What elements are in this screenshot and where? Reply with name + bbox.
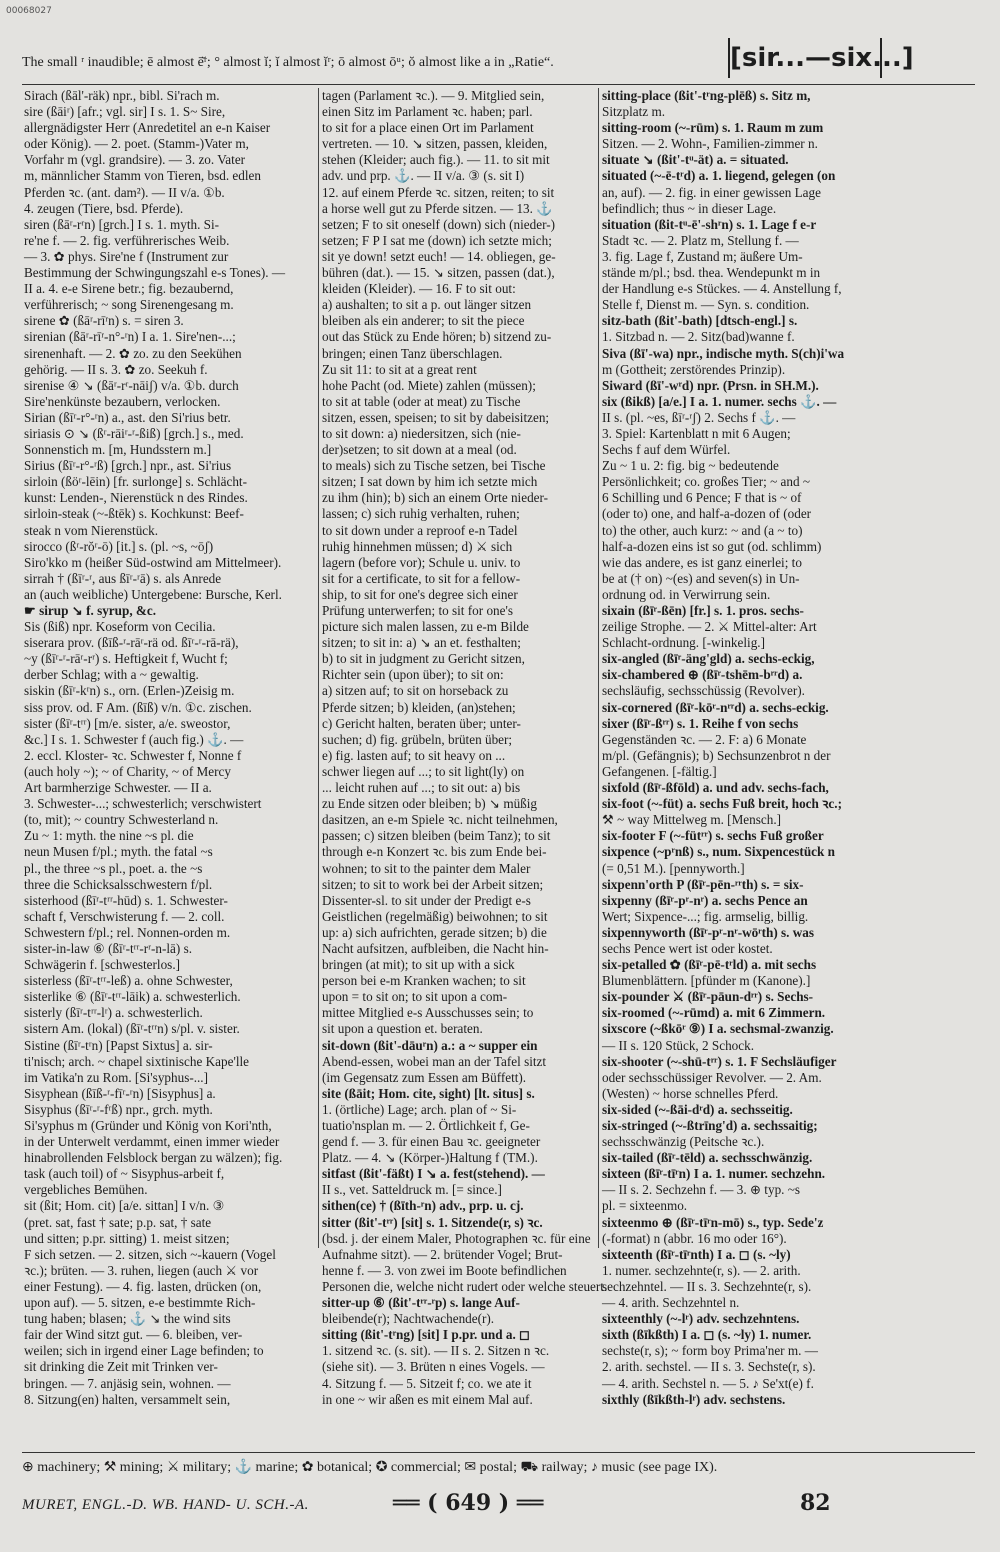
entry-text-line: Zu ~ 1: myth. the nine ~s pl. die: [24, 828, 194, 844]
entry-text-line: 2. arith. sechstel. — II s. 3. Sechste(r, s).: [602, 1359, 816, 1375]
entry-text-line: hohe Pacht (od. Miete) zahlen (müssen);: [322, 377, 536, 393]
entry-text-line: einer Festung). — 4. fig. lasten, drücken (on,: [24, 1278, 262, 1294]
entry-text-line: 1. sitzend ꝛc. (s. sit). — II s. 2. Sitzen n ꝛc.: [322, 1343, 550, 1359]
entry-text-line: im Vatika'n zu Rom. [Si'syphus-...]: [24, 1069, 208, 1085]
entry-text-line: der Handlung e-s Stückes. — 4. Anstellung f,: [602, 281, 842, 297]
entry-headword-line: sixpenn'orth P (ßīʳ-pēn-ʳʳth) s. = six-: [602, 876, 804, 892]
entry-text-line: Aufnahme sitzt). — 2. brütender Vogel; Brut-: [322, 1246, 563, 1262]
entry-headword-line: six-pounder ⚔ (ßīʳ-pāun-dʳʳ) s. Sechs-: [602, 989, 814, 1005]
entry-text-line: — II s. 2. Sechzehn f. — 3. ⊕ typ. ~s: [602, 1182, 801, 1198]
entry-text-line: (im Gegensatz zum Essen am Büffett).: [322, 1069, 527, 1085]
entry-text-line: through e-n Konzert ꝛc. bis zum Ende bei-: [322, 844, 547, 860]
entry-text-line: sirene ✿ (ßāʳ-rīʳn) s. = siren 3.: [24, 313, 184, 329]
entry-text-line: sisterhood (ßīʳ-tʳʳ-hūd) s. 1. Schwester-: [24, 892, 228, 908]
entry-text-line: oder sechsschüssiger Revolver. — 2. Am.: [602, 1069, 822, 1085]
entry-text-line: 8. Sitzung(en) halten, versammelt sein,: [24, 1391, 231, 1407]
entry-text-line: henne f. — 3. von zwei im Boote befindlichen: [322, 1262, 567, 1278]
entry-headword-line: ☛ sirup ↘ f. syrup, &c.: [24, 603, 157, 618]
entry-text-line: (to, mit); ~ country Schwesterland n.: [24, 812, 219, 828]
entry-text-line: — II s. 120 Stück, 2 Schock.: [602, 1037, 755, 1053]
entry-text-line: Schwägerin f. [schwesterlos.]: [24, 957, 181, 973]
entry-text-line: sechsschwänzig (Peitsche ꝛc.).: [602, 1134, 765, 1150]
entry-text-line: sechste(r, s); ~ form boy Prima'ner m. —: [602, 1343, 818, 1359]
entry-text-line: Sistine (ßīʳ-tʳn) [Papst Sixtus] a. sir-: [24, 1037, 213, 1053]
entry-text-line: sit (ßit; Hom. cit) [a/e. sittan] I v/n. ③: [24, 1198, 225, 1214]
entry-text-line: sirloin (ßöʳ-lēin) [fr. surlonge] s. Schlächt-: [24, 474, 247, 490]
entry-text-line: re'ne f. — 2. fig. verführerisches Weib.: [24, 232, 230, 248]
entry-text-line: (= 0,51 M.). [pennyworth.]: [602, 860, 745, 876]
entry-text-line: m, männlicher Stamm von Tieren, bsd. edlen: [24, 168, 261, 184]
entry-text-line: Pferde sitzen; b) kleiden, (an)stehen;: [322, 699, 516, 715]
entry-text-line: lassen; c) sich ruhig verhalten, ruhen;: [322, 506, 520, 522]
entry-headword-line: six-stringed (~-ßtrīng'd) a. sechssaitig;: [602, 1118, 818, 1133]
entry-text-line: 1. numer. sechzehnte(r, s). — 2. arith.: [602, 1262, 801, 1278]
entry-headword-line: sitter (ßit'-tʳʳ) [sit] s. 1. Sitzende(r, s) ꝛc.: [322, 1214, 543, 1230]
entry-text-line: ⚒ ~ way Mittelweg m. [Mensch.]: [602, 812, 782, 828]
entry-text-line: schaft f, Verschwisterung f. — 2. coll.: [24, 908, 225, 924]
entry-text-line: Schlacht-ordnung. [-winkelig.]: [602, 635, 765, 651]
entry-text-line: m (Gottheit; zerstörendes Prinzip).: [602, 361, 786, 377]
entry-text-line: 4. Sitzung f. — 5. Sitzeit f; co. we ate it: [322, 1375, 532, 1391]
entry-text-line: 3. fig. Lage f, Zustand m; äußere Um-: [602, 248, 803, 264]
entry-text-line: schwer liegen auf ...; to sit light(ly) on: [322, 763, 525, 779]
entry-text-line: F sich setzen. — 2. sitzen, sich ~-kauern (Vogel: [24, 1246, 276, 1262]
entry-headword-line: sitting (ßit'-tʳng) [sit] I p.pr. und a. ◻: [322, 1327, 530, 1343]
entry-text-line: oder König). — 2. poet. (Stamm-)Vater m,: [24, 136, 249, 152]
entry-text-line: sit ye down! setzt euch! — 14. obliegen, ge-: [322, 248, 556, 264]
entry-headword-line: sixteenth (ßīʳ-tīʳnth) I a. ◻ (s. ~ly): [602, 1246, 791, 1262]
entry-headword-line: sitz-bath (ßit'-bath) [dtsch-engl.] s.: [602, 313, 798, 329]
entry-text-line: bringen (at mit); to sit up with a sick: [322, 957, 515, 973]
entry-text-line: Platz. — 4. ↘ (Körper-)Haltung f (TM.).: [322, 1150, 538, 1166]
entry-text-line: passen; c) sitzen bleiben (beim Tanz); to sit: [322, 828, 551, 844]
entry-text-line: Geistlichen (regelmäßig) beiwohnen; to sit: [322, 908, 548, 924]
entry-text-line: picture sich malen lassen, zu e-m Bilde: [322, 619, 529, 635]
entry-text-line: Zu ~ 1 u. 2: fig. big ~ bedeutende: [602, 458, 779, 474]
entry-headword-line: six-chambered ⊕ (ßīʳ-tshēm-bʳʳd) a.: [602, 667, 803, 683]
entry-text-line: vertreten. — 10. ↘ sitzen, passen, kleiden,: [322, 136, 548, 152]
entry-text-line: an (auch weibliche) Untergebene: Bursche, Kerl.: [24, 586, 282, 602]
entry-text-line: Sirach (ßāl'-räk) npr., bibl. Si'rach m.: [24, 88, 220, 103]
entry-text-line: neun Musen f/pl.; myth. the fatal ~s: [24, 844, 213, 860]
entry-text-line: Si'syphus m (Gründer und König von Kori'nth,: [24, 1118, 272, 1133]
entry-headword-line: six-sided (~-ßāi-dʳd) a. sechsseitig.: [602, 1101, 793, 1117]
entry-headword-line: Siva (ßī'-wa) npr., indische myth. S(ch)i'wa: [602, 345, 845, 361]
entry-text-line: weilen; sich in irgend einer Lage befinden; to: [24, 1343, 264, 1359]
entry-text-line: Sechs f auf dem Würfel.: [602, 442, 731, 458]
entry-text-line: &c.] I s. 1. Schwester f (auch fig.) ⚓. —: [24, 731, 244, 747]
entry-text-line: verführerisch; ~ song Sirenengesang m.: [24, 297, 234, 313]
entry-text-line: fair der Wind sitzt gut. — 6. bleiben, ver-: [24, 1327, 243, 1343]
column-divider: [598, 88, 599, 1248]
entry-text-line: Dissenter-sl. to sit under der Predigt e-s: [322, 892, 531, 908]
entry-text-line: to sit down: a) niedersitzen, sich (nie-: [322, 425, 521, 441]
entry-text-line: einen Sitz im Parlament ꝛc. haben; parl.: [322, 104, 533, 120]
entry-text-line: — 4. arith. Sechstel n. — 5. ♪ Se'xt(e) f.: [602, 1375, 814, 1391]
entry-text-line: siriasis ⊙ ↘ (ßʳ-rāiʳ-ʳ-ßiß) [grch.] s., med.: [24, 425, 244, 441]
page-number: 82: [800, 1490, 831, 1516]
entry-text-line: wohnen; to sit to the painter dem Maler: [322, 860, 531, 876]
header-rule: [22, 84, 975, 85]
entry-text-line: allergnädigster Herr (Anredetitel an e-n Kaiser: [24, 120, 271, 136]
scan-id: 00068027: [6, 6, 52, 16]
entry-text-line: an, auf). — 2. fig. in einer gewissen Lage: [602, 184, 821, 200]
entry-text-line: zu Ende sitzen oder bleiben; b) ↘ müßig: [322, 796, 538, 812]
entry-text-line: II a. 4. e-e Sirene betr.; fig. bezaubernd,: [24, 281, 234, 297]
entry-text-line: Stelle f, Dienst m. — Syn. s. condition.: [602, 297, 810, 313]
entry-text-line: sistern Am. (lokal) (ßīʳ-tʳʳn) s/pl. v. sister.: [24, 1021, 240, 1037]
entry-text-line: pl. = sixteenmo.: [602, 1198, 688, 1214]
entry-text-line: bringen; einen Tanz überschlagen.: [322, 345, 503, 361]
entry-text-line: Abend-essen, wobei man an der Tafel sitzt: [322, 1053, 547, 1069]
entry-text-line: ruhig hinnehmen müssen; d) ⚔ sich: [322, 538, 513, 554]
entry-text-line: three die Schicksalsschwestern f/pl.: [24, 876, 213, 892]
entry-text-line: a) aushalten; to sit a p. out länger sitzen: [322, 297, 532, 313]
entry-text-line: sirrah † (ßīʳ-ʳ, aus ßīʳ-ʳā) s. als Anrede: [24, 570, 222, 586]
entry-text-line: bleiben als ein anderer; to sit the piece: [322, 313, 525, 329]
entry-headword-line: situation (ßit-tᵘ-ē'-shʳn) s. 1. Lage f e-r: [602, 216, 817, 232]
entry-headword-line: sitter-up ⑥ (ßit'-tʳʳ-ʳp) s. lange Auf-: [322, 1295, 520, 1311]
entry-text-line: 12. auf einem Pferde ꝛc. sitzen, reiten; to sit: [322, 184, 555, 200]
entry-text-line: II s. (pl. ~es, ßīʳ-ʳʃ) 2. Sechs f ⚓. —: [602, 409, 796, 425]
entry-text-line: 1. Sitzbad n. — 2. Sitz(bad)wanne f.: [602, 329, 795, 345]
entry-text-line: (pret. sat, fast † sate; p.p. sat, † sate: [24, 1214, 212, 1230]
pronunciation-key: The small ʳ inaudible; ē almost ē̆ʳ; ° almost ĭ; ĭ almost ĭʳ; ō almost ōᵘ; ŏ almost like a in „Ratie“.: [22, 55, 554, 70]
entry-headword-line: sithen(ce) † (ßīth-ʳn) adv., prp. u. cj.: [322, 1198, 524, 1214]
entry-text-line: ... leicht ruhen auf ...; to sit out: a) bis: [322, 780, 521, 796]
entry-text-line: to sit at table (oder at meat) zu Tische: [322, 393, 521, 409]
entry-text-line: to) the other, auch kurz: ~ and (a ~ to): [602, 522, 803, 538]
entry-text-line: to sit down under a reproof e-n Tadel: [322, 522, 518, 538]
entry-headword-line: sixteenmo ⊕ (ßīʳ-tīʳn-mō) s., typ. Sede'z: [602, 1214, 824, 1230]
entry-text-line: dasitzen, an e-m Spiele ꝛc. nicht teilnehmen,: [322, 812, 558, 828]
entry-text-line: Prüfung unterwerfen; to sit for one's: [322, 603, 513, 618]
entry-text-line: in one ~ wir aßen es mit einem Mal auf.: [322, 1391, 533, 1407]
entry-headword-line: six (ßikß) [a/e.] I a. 1. numer. sechs ⚓. —: [602, 393, 837, 409]
entry-text-line: e) fig. lasten auf; to sit heavy on ...: [322, 747, 506, 763]
entry-text-line: tagen (Parlament ꝛc.). — 9. Mitglied sein,: [322, 88, 545, 103]
entry-text-line: siss prov. od. F Am. (ßīß) v/n. ①c. zischen.: [24, 699, 252, 715]
entry-text-line: sechsläufig, sechsschüssig (Revolver).: [602, 683, 805, 699]
entry-headword-line: sixteen (ßīʳ-tīʳn) I a. 1. numer. sechzehn.: [602, 1166, 826, 1182]
entry-headword-line: six-shooter (~-shū-tʳʳ) s. 1. F Sechsläufiger: [602, 1053, 837, 1069]
entry-headword-line: six-tailed (ßīʳ-tēld) a. sechsschwänzig.: [602, 1150, 813, 1166]
entry-text-line: bleibende(r); Nachtwachende(r).: [322, 1311, 495, 1327]
entry-headword-line: situated (~-ē-tʳd) a. 1. liegend, gelegen (on: [602, 168, 836, 184]
entry-text-line: (siehe sit). — 3. Brüten n eines Vogels. —: [322, 1359, 545, 1375]
entry-text-line: bringen. — 7. anjäsig sein, wohnen. —: [24, 1375, 231, 1391]
entry-text-line: Sisyphean (ßīß-ʳ-fīʳ-ʳn) [Sisyphus] a.: [24, 1085, 216, 1101]
entry-text-line: m/pl. (Gefängnis); b) Sechsunzenbrot n der: [602, 747, 831, 763]
entry-text-line: lagern (before vor); Schule u. univ. to: [322, 554, 521, 570]
entry-text-line: der)setzen; to sit down at a meal (od.: [322, 442, 517, 458]
entry-text-line: mittee Mitglied e-s Ausschusses sein; to: [322, 1005, 534, 1021]
entry-text-line: siserara prov. (ßīß-ʳ-rāʳ-rä od. ßīʳ-ʳ-rā-rä),: [24, 635, 239, 651]
entry-text-line: sirenise ④ ↘ (ßāʳ-rʳ-nāiʃ) v/a. ①b. durch: [24, 377, 239, 393]
entry-text-line: hinabrollenden Felsblock bergan zu wälzen); fig.: [24, 1150, 283, 1166]
center-page-number: ══ ( 649 ) ══: [393, 1490, 544, 1516]
entry-text-line: befindlich; thus ~ in dieser Lage.: [602, 200, 777, 216]
entry-text-line: person bei e-m Kranken wachen; to sit: [322, 973, 526, 989]
entry-text-line: half-a-dozen eins ist so gut (od. schlimm): [602, 538, 822, 554]
entry-text-line: (auch holy ~); ~ of Charity, ~ of Mercy: [24, 763, 231, 779]
entry-text-line: — 4. arith. Sechzehntel n.: [602, 1295, 740, 1311]
entry-text-line: Gegenständen ꝛc. — 2. F: a) 6 Monate: [602, 731, 807, 747]
entry-text-line: Sisyphus (ßīʳ-ʳ-fʳß) npr., grch. myth.: [24, 1101, 213, 1117]
entry-headword-line: sixpence (~pʳnß) s., num. Sixpencestück n: [602, 844, 835, 860]
entry-text-line: 1. (örtliche) Lage; arch. plan of ~ Si-: [322, 1101, 517, 1117]
symbol-legend: ⊕ machinery; ⚒ mining; ⚔ military; ⚓ marine; ✿ botanical; ✪ commercial; ✉ postal; ⛟ railway; ♪ music (see page IX).: [22, 1460, 718, 1475]
entry-text-line: sirenenhaft. — 2. ✿ zo. zu den Seekühen: [24, 345, 242, 361]
entry-text-line: task (auch toil) of ~ Sisyphus-arbeit f,: [24, 1166, 225, 1182]
entry-headword-line: sitting-room (~-rūm) s. 1. Raum m zum: [602, 120, 824, 136]
entry-text-line: a) sitzen auf; to sit on horseback zu: [322, 683, 509, 699]
entry-text-line: tung haben; blasen; ⚓ ↘ the wind sits: [24, 1311, 231, 1327]
entry-text-line: Nacht aufsitzen, aufbleiben, die Nacht hin-: [322, 940, 549, 956]
entry-text-line: siren (ßāʳ-rʳn) [grch.] I s. 1. myth. Si-: [24, 216, 220, 232]
entry-text-line: sit for a certificate, to sit for a fellow-: [322, 570, 521, 586]
entry-text-line: stehen (Kleider; auch fig.). — 11. to sit mit: [322, 152, 550, 168]
entry-text-line: Siro'kko m (heißer Süd-ostwind am Mittelmeer).: [24, 554, 282, 570]
entry-text-line: — 3. ✿ phys. Sire'ne f (Instrument zur: [24, 248, 229, 264]
column-3: [602, 88, 976, 1407]
entry-text-line: Personen die, welche nicht rudert oder welche steuert.: [322, 1278, 608, 1294]
entry-text-line: pl., the three ~s pl., poet. a. the ~s: [24, 860, 203, 876]
column-2: [322, 88, 608, 1407]
entry-text-line: Sirius (ßīʳ-r°-ʳß) [grch.] npr., ast. Si'rius: [24, 458, 232, 474]
entry-text-line: a horse well gut zu Pferde sitzen. — 13. ⚓: [322, 200, 553, 216]
entry-text-line: sechzehntel. — II s. 3. Sechzehnte(r, s).: [602, 1278, 812, 1294]
entry-headword-line: situate ↘ (ßit'-tᵘ-ät) a. = situated.: [602, 152, 789, 168]
entry-text-line: Vorfahr m (vgl. grandsire). — 3. zo. Vater: [24, 152, 246, 168]
entry-text-line: 6 Schilling und 6 Pence; F that is ~ of: [602, 490, 802, 506]
entry-text-line: setzen; F to sit oneself (down) sich (nieder-): [322, 216, 556, 232]
entry-headword-line: six-petalled ✿ (ßīʳ-pē-tʳld) a. mit sechs: [602, 957, 817, 973]
entry-text-line: wie das andere, es ist ganz einerlei; to: [602, 554, 802, 570]
entry-headword-line: sixscore (~ßkōʳ ⑨) I a. sechsmal-zwanzig.: [602, 1021, 834, 1037]
entry-text-line: sit drinking die Zeit mit Trinken ver-: [24, 1359, 218, 1375]
entry-text-line: Blumenblättern. [pfünder m (Kanone).]: [602, 973, 811, 989]
entry-text-line: Sonnenstich m. [m, Hundsstern m.]: [24, 442, 212, 458]
entry-headword-line: sitting-place (ßit'-tʳng-plēß) s. Sitz m,: [602, 88, 811, 103]
entry-text-line: sisterlike ⑥ (ßīʳ-tʳʳ-lāik) a. schwesterlich.: [24, 989, 241, 1005]
entry-text-line: suchen; d) fig. grübeln, brüten über;: [322, 731, 513, 747]
entry-headword-line: six-roomed (~-rūmd) a. mit 6 Zimmern.: [602, 1005, 826, 1021]
entry-text-line: zu ihm (hin); b) sich an einem Orte nieder-: [322, 490, 549, 506]
entry-headword-line: sit-down (ßit'-dāuʳn) a.: a ~ supper ein: [322, 1037, 538, 1053]
entry-text-line: Sire'nenkünste bezaubern, verlocken.: [24, 393, 221, 409]
entry-text-line: out das Stück zu Ende hören; b) sitzend zu-: [322, 329, 552, 345]
entry-text-line: stände m/pl.; bsd. thea. Wendepunkt m in: [602, 265, 821, 281]
entry-text-line: 3. Spiel: Kartenblatt n mit 6 Augen;: [602, 425, 791, 441]
entry-text-line: II s., vet. Satteldruck m. [= since.]: [322, 1182, 502, 1198]
entry-text-line: 4. zeugen (Tiere, bsd. Pferde).: [24, 200, 184, 216]
entry-headword-line: sixpenny (ßīʳ-pʳ-nʳ) a. sechs Pence an: [602, 892, 808, 908]
entry-text-line: derber Schlag; with a ~ gewaltig.: [24, 667, 199, 683]
entry-text-line: Zu sit 11: to sit at a great rent: [322, 361, 477, 377]
entry-text-line: sisterless (ßīʳ-tʳʳ-leß) a. ohne Schwester,: [24, 973, 233, 989]
entry-headword-line: six-cornered (ßīʳ-kōʳ-nʳʳd) a. sechs-eckig.: [602, 699, 829, 715]
entry-text-line: kleiden (Kleider). — 16. F to sit out:: [322, 281, 516, 297]
entry-text-line: c) Gericht halten, beraten über; unter-: [322, 715, 521, 731]
entry-text-line: 2. eccl. Kloster- ꝛc. Schwester f, Nonne f: [24, 747, 242, 763]
entry-text-line: upon auf). — 5. sitzen, e-e bestimmte Rich-: [24, 1295, 256, 1311]
guide-words: [sir...—six...]: [728, 38, 882, 78]
entry-text-line: sister-in-law ⑥ (ßīʳ-tʳʳ-rʳ-n-lā) s.: [24, 940, 193, 956]
entry-text-line: Sitzplatz m.: [602, 104, 665, 120]
entry-text-line: Sitzen. — 2. Wohn-, Familien-zimmer n.: [602, 136, 818, 152]
entry-text-line: to meals) sich zu Tische setzen, bei Tische: [322, 458, 546, 474]
entry-text-line: sitzen; I sat down by him ich setzte mich: [322, 474, 538, 490]
entry-text-line: (oder to) one, and half-a-dozen of (oder: [602, 506, 812, 522]
entry-text-line: Art barmherzige Schwester. — II a.: [24, 780, 212, 796]
entry-text-line: kunst: Lenden-, Nierenstück n des Rindes.: [24, 490, 248, 506]
entry-text-line: sire (ßāiʳ) [afr.; vgl. sir] I s. 1. S~ Sire,: [24, 104, 226, 120]
entry-text-line: sitzen; to sit to work bei der Arbeit sitzen;: [322, 876, 544, 892]
footer-rule: [22, 1452, 975, 1453]
entry-text-line: sister (ßīʳ-tʳʳ) [m/e. sister, a/e. sweostor,: [24, 715, 231, 731]
entry-headword-line: Siward (ßī'-wʳd) npr. (Prsn. in SH.M.).: [602, 377, 819, 393]
entry-headword-line: sixpennyworth (ßīʳ-pʳ-nʳ-wōʳth) s. was: [602, 924, 814, 940]
entry-text-line: upon = to sit on; to sit upon a com-: [322, 989, 508, 1005]
entry-text-line: und sitten; p.pr. sitting) 1. meist sitzen;: [24, 1230, 230, 1246]
entry-text-line: to sit for a place einen Ort im Parlament: [322, 120, 534, 136]
entry-text-line: steak n vom Nierenstück.: [24, 522, 159, 538]
entry-text-line: ordnung od. in Verwirrung sein.: [602, 586, 771, 602]
entry-text-line: ꝛc.); brüten. — 3. ruhen, liegen (auch ⚔ vor: [24, 1262, 259, 1278]
entry-text-line: Wert; Sixpence-...; fig. armselig, billig.: [602, 908, 809, 924]
entry-text-line: Sis (ßiß) npr. Koseform von Cecilia.: [24, 619, 216, 635]
entry-headword-line: six-footer F (~-fütʳʳ) s. sechs Fuß großer: [602, 828, 824, 844]
entry-text-line: Gefangenen. [-fältig.]: [602, 763, 717, 779]
entry-text-line: sisterly (ßīʳ-tʳʳ-lʳ) a. schwesterlich.: [24, 1005, 203, 1021]
entry-text-line: Bestimmung der Schwingungszahl e-s Tones). —: [24, 265, 286, 281]
entry-text-line: Stadt ꝛc. — 2. Platz m, Stellung f. —: [602, 232, 799, 248]
entry-text-line: sirocco (ßʳ-rŏʳ-ō) [it.] s. (pl. ~s, ~ōʃ): [24, 538, 214, 554]
entry-text-line: Persönlichkeit; co. großes Tier; ~ and ~: [602, 474, 811, 490]
entry-text-line: Schwestern f/pl.; rel. Nonnen-orden m.: [24, 924, 231, 940]
entry-text-line: ~y (ßīʳ-ʳ-rāʳ-rʳ) s. Heftigkeit f, Wucht f;: [24, 651, 228, 667]
entry-headword-line: sixain (ßīʳ-ßēn) [fr.] s. 1. pros. sechs-: [602, 603, 804, 618]
entry-headword-line: sixthly (ßīkßth-lʳ) adv. sechstens.: [602, 1391, 786, 1407]
entry-text-line: sirloin-steak (~-ßtēk) s. Kochkunst: Beef-: [24, 506, 244, 522]
entry-text-line: sit upon a question et. beraten.: [322, 1021, 483, 1037]
entry-text-line: b) to sit in judgment zu Gericht sitzen,: [322, 651, 525, 667]
column-divider: [318, 88, 319, 1248]
entry-headword-line: sixth (ßīkßth) I a. ◻ (s. ~ly) 1. numer.: [602, 1327, 812, 1343]
entry-text-line: be at († on) ~(es) and seven(s) in Un-: [602, 570, 800, 586]
entry-text-line: adv. und prp. ⚓. — II v/a. ③ (s. sit I): [322, 168, 525, 184]
entry-text-line: zeilige Strophe. — 2. ⚔ Mittel-alter: Art: [602, 619, 817, 635]
entry-text-line: siskin (ßīʳ-kʳn) s., orn. (Erlen-)Zeisig m.: [24, 683, 235, 699]
entry-text-line: ti'nisch; arch. ~ chapel sixtinische Kape'lle: [24, 1053, 250, 1069]
entry-text-line: up: a) sich aufrichten, gerade sitzen; b) die: [322, 924, 547, 940]
entry-text-line: gend f. — 3. für einen Bau ꝛc. geeigneter: [322, 1134, 541, 1150]
entry-text-line: Sirian (ßīʳ-r°-ʳn) a., ast. den Si'rius betr.: [24, 409, 231, 425]
entry-headword-line: six-foot (~-füt) a. sechs Fuß breit, hoch ꝛc.;: [602, 796, 842, 812]
entry-text-line: Richter sein (upon über); to sit on:: [322, 667, 504, 683]
entry-text-line: Pferden ꝛc. (ant. dam²). — II v/a. ①b.: [24, 184, 225, 200]
entry-text-line: sitzen, essen, speisen; to sit by dabeisitzen;: [322, 409, 550, 425]
entry-headword-line: sixfold (ßīʳ-ßfōld) a. und adv. sechs-fach,: [602, 780, 829, 796]
imprint: MURET, ENGL.-D. WB. HAND- U. SCH.-A.: [22, 1497, 309, 1513]
entry-headword-line: six-angled (ßīʳ-äng'gld) a. sechs-eckig,: [602, 651, 815, 667]
entry-text-line: setzen; F P I sat me (down) ich setzte mich;: [322, 232, 552, 248]
entry-text-line: sirenian (ßāʳ-rīʳ-n°-ʳn) I a. 1. Sire'nen-...;: [24, 329, 236, 345]
entry-text-line: (-format) n (abbr. 16 mo oder 16°).: [602, 1230, 787, 1246]
entry-text-line: (bsd. j. der einem Maler, Photographen ꝛc. für eine: [322, 1230, 591, 1246]
entry-headword-line: site (ßāit; Hom. cite, sight) [lt. situs] s.: [322, 1085, 535, 1101]
entry-text-line: bühren (dat.). — 15. ↘ sitzen, passen (dat.),: [322, 265, 555, 281]
column-1: [24, 88, 316, 1407]
entry-headword-line: sitfast (ßit'-fäßt) I ↘ a. fest(stehend). —: [322, 1166, 545, 1182]
entry-headword-line: sixer (ßīʳ-ßʳʳ) s. 1. Reihe f von sechs: [602, 715, 799, 731]
entry-text-line: vergebliches Bemühen.: [24, 1182, 148, 1198]
entry-text-line: gehörig. — II s. 3. ✿ zo. Seekuh f.: [24, 361, 208, 377]
entry-text-line: tuatio'nsplan m. — 2. Örtlichkeit f, Ge-: [322, 1118, 530, 1133]
entry-text-line: (Westen) ~ horse schnelles Pferd.: [602, 1085, 779, 1101]
entry-text-line: sitzen; to sit in: a) ↘ an et. festhalten;: [322, 635, 521, 651]
entry-headword-line: sixteenthly (~-lʳ) adv. sechzehntens.: [602, 1311, 800, 1327]
entry-text-line: in der Unterwelt verdammt, einen immer wieder: [24, 1134, 280, 1150]
entry-text-line: ship, to sit for one's degree sich einer: [322, 586, 518, 602]
entry-text-line: 3. Schwester-...; schwesterlich; verschwistert: [24, 796, 262, 812]
entry-text-line: sechs Pence wert ist oder kostet.: [602, 940, 773, 956]
